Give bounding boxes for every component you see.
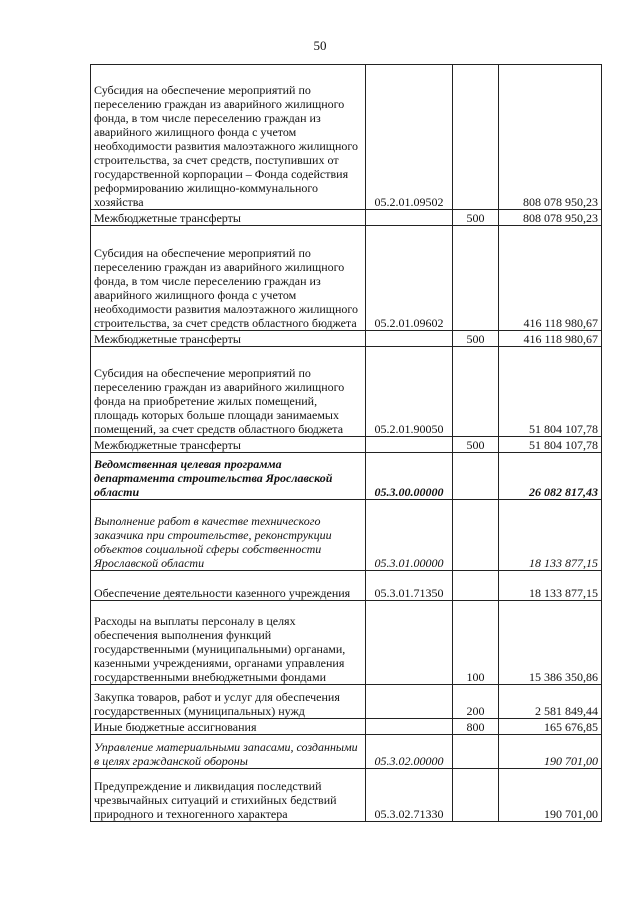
row-code bbox=[366, 719, 453, 735]
row-name: Иные бюджетные ассигнования bbox=[91, 719, 366, 735]
row-code: 05.2.01.09502 bbox=[366, 65, 453, 210]
row-type bbox=[453, 769, 499, 822]
row-name: Субсидия на обеспечение мероприятий по переселению граждан из аварийного жилищного фонда, в том числе переселению граждан из аварийного жилищного фонда с учетом необходимости развития малоэтажного жилищного строительства, за счет средств областного бюджета bbox=[91, 226, 366, 331]
row-code: 05.3.00.00000 bbox=[366, 453, 453, 500]
table-row bbox=[91, 735, 602, 769]
table-row bbox=[91, 453, 602, 500]
table-row bbox=[91, 769, 602, 822]
table-row bbox=[91, 601, 602, 685]
row-code bbox=[366, 210, 453, 226]
row-name: Выполнение работ в качестве технического заказчика при строительстве, реконструкции объектов социальной сферы собственности Ярославской области bbox=[91, 500, 366, 571]
row-sum: 190 701,00 bbox=[499, 769, 602, 822]
table-row bbox=[91, 571, 602, 601]
row-code: 05.3.02.71330 bbox=[366, 769, 453, 822]
row-code bbox=[366, 601, 453, 685]
row-name: Расходы на выплаты персоналу в целях обеспечения выполнения функций государственными (муниципальными) органами, казенными учреждениями, органами управления государственными внебюджетными фондами bbox=[91, 601, 366, 685]
row-name: Межбюджетные трансферты bbox=[91, 210, 366, 226]
row-name: Закупка товаров, работ и услуг для обеспечения государственных (муниципальных) нужд bbox=[91, 685, 366, 719]
row-type: 500 bbox=[453, 437, 499, 453]
page-number: 50 bbox=[313, 38, 327, 53]
row-type: 500 bbox=[453, 210, 499, 226]
row-code bbox=[366, 331, 453, 347]
table-row bbox=[91, 210, 602, 226]
row-type: 800 bbox=[453, 719, 499, 735]
row-code bbox=[366, 685, 453, 719]
row-code: 05.2.01.09602 bbox=[366, 226, 453, 331]
row-type bbox=[453, 735, 499, 769]
row-type bbox=[453, 571, 499, 601]
table-row bbox=[91, 719, 602, 735]
table-row bbox=[91, 500, 602, 571]
row-sum: 51 804 107,78 bbox=[499, 347, 602, 437]
row-name: Межбюджетные трансферты bbox=[91, 331, 366, 347]
table-row bbox=[91, 65, 602, 210]
row-type bbox=[453, 65, 499, 210]
row-name: Субсидия на обеспечение мероприятий по переселению граждан из аварийного жилищного фонда, в том числе переселению граждан из аварийного жилищного фонда с учетом необходимости развития малоэтажного жилищного строительства, за счет средств, поступивших от государственной корпорации – Фонда содействия реформированию жилищно-коммунального хозяйства bbox=[91, 65, 366, 210]
row-name: Субсидия на обеспечение мероприятий по переселению граждан из аварийного жилищного фонда на приобретение жилых помещений, площадь которых больше площади занимаемых помещений, за счет средств областного бюджета bbox=[91, 347, 366, 437]
table-row bbox=[91, 347, 602, 437]
row-code: 05.3.01.00000 bbox=[366, 500, 453, 571]
table-row bbox=[91, 331, 602, 347]
row-type bbox=[453, 347, 499, 437]
row-sum: 416 118 980,67 bbox=[499, 331, 602, 347]
row-name: Межбюджетные трансферты bbox=[91, 437, 366, 453]
row-name: Управление материальными запасами, созданными в целях гражданской обороны bbox=[91, 735, 366, 769]
row-type: 200 bbox=[453, 685, 499, 719]
row-code: 05.3.01.71350 bbox=[366, 571, 453, 601]
row-name: Предупреждение и ликвидация последствий чрезвычайных ситуаций и стихийных бедствий природного и техногенного характера bbox=[91, 769, 366, 822]
row-sum: 165 676,85 bbox=[499, 719, 602, 735]
row-type: 100 bbox=[453, 601, 499, 685]
row-type: 500 bbox=[453, 331, 499, 347]
row-sum: 18 133 877,15 bbox=[499, 571, 602, 601]
table-row bbox=[91, 437, 602, 453]
row-sum: 26 082 817,43 bbox=[499, 453, 602, 500]
row-sum: 808 078 950,23 bbox=[499, 65, 602, 210]
row-code: 05.2.01.90050 bbox=[366, 347, 453, 437]
row-sum: 190 701,00 bbox=[499, 735, 602, 769]
budget-table bbox=[90, 64, 602, 822]
table-row bbox=[91, 226, 602, 331]
row-type bbox=[453, 226, 499, 331]
row-code bbox=[366, 437, 453, 453]
row-sum: 808 078 950,23 bbox=[499, 210, 602, 226]
row-name: Ведомственная целевая программа департамента строительства Ярославской области bbox=[91, 453, 366, 500]
row-code: 05.3.02.00000 bbox=[366, 735, 453, 769]
row-sum: 2 581 849,44 bbox=[499, 685, 602, 719]
table-row bbox=[91, 685, 602, 719]
row-type bbox=[453, 500, 499, 571]
row-sum: 18 133 877,15 bbox=[499, 500, 602, 571]
row-sum: 416 118 980,67 bbox=[499, 226, 602, 331]
row-type bbox=[453, 453, 499, 500]
row-sum: 15 386 350,86 bbox=[499, 601, 602, 685]
row-name: Обеспечение деятельности казенного учреждения bbox=[91, 571, 366, 601]
row-sum: 51 804 107,78 bbox=[499, 437, 602, 453]
